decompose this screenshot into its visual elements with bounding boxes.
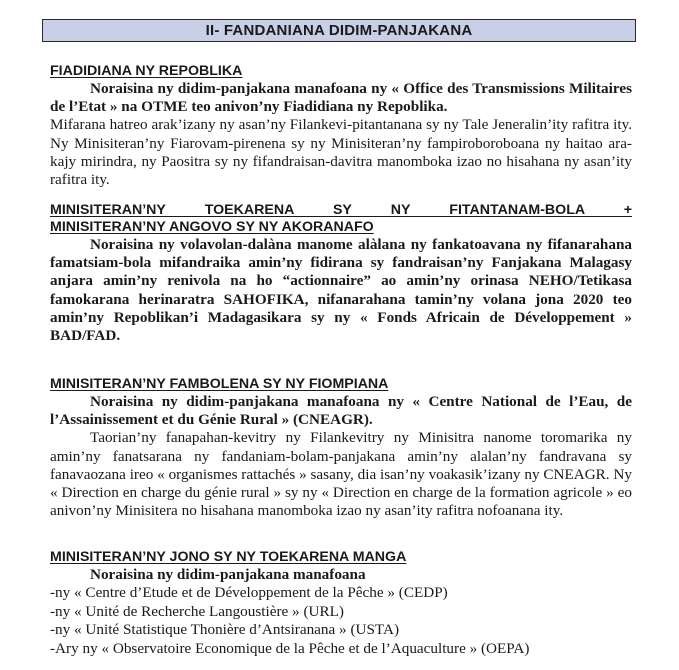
section-heading-agriculture: MINISITERAN’NY FAMBOLENA SY NY FIOMPIANA — [50, 376, 389, 392]
section-heading-economy: MINISITERAN’NY TOEKARENA SY NY FITANTANAM-BOLA + — [50, 202, 632, 218]
section-lead-economy-energy: Noraisina ny volavolan-dalàna manome alàlana ny fankatoavana ny fifanarahana famatsiam-bola mifandraika amin’ny fidirana sy fandraisan’ny Fanjakana Malagasy anjara amin’ny renivola na ho “actionnaire” ao amin’ny orinasa NEHO/Tetikasa famokarana herinaratra SAHOFIKA, nifanarahana tamin’ny volana jona 2020 teo amin’ny Repoblikan’i Madagasikara sy ny « Fonds Africain de Développement » BAD/FAD. — [50, 236, 632, 345]
section-lead-agriculture: Noraisina ny didim-panjakana manafoana ny « Centre National de l’Eau, de l’Assainissement et du Génie Rural » (CNEAGR). — [50, 393, 632, 429]
list-item: -Ary ny « Observatoire Economique de la Pêche et de l’Aquaculture » (OEPA) — [50, 639, 530, 657]
section-heading-presidency: FIADIDIANA NY REPOBLIKA — [50, 63, 243, 79]
section-heading-energy: MINISITERAN’NY ANGOVO SY NY AKORANAFO — [50, 219, 374, 235]
section-lead-fisheries: Noraisina ny didim-panjakana manafoana — [90, 566, 366, 583]
section-economy-energy — [50, 202, 632, 345]
list-item: -ny « Centre d’Etude et de Développement de la Pêche » (CEDP) — [50, 584, 448, 602]
section-body-presidency: Mifarana hatreo arak’izany ny asan’ny Filankevi-pitantanana sy ny Tale Jeneralin’ity rafitra ity. Ny Minisiteran’ny Fiarovam-pirenena sy ny Minisiteran’ny fampiroboroboana ny haitao ara-kajy mirindra, ny Paositra sy ny fifandraisan-davitra manomboka izao no hisahana ny asan’ity rafitra ity. — [50, 116, 632, 189]
section-fisheries — [50, 549, 632, 659]
section-presidency — [50, 63, 632, 189]
list-item: -ny « Unité de Recherche Langoustière » (URL) — [50, 602, 344, 620]
page-title: II- FANDANIANA DIDIM-PANJAKANA — [42, 19, 636, 42]
list-item: -ny « Unité Statistique Thonière d’Antsiranana » (USTA) — [50, 621, 400, 639]
section-lead-presidency: Noraisina ny didim-panjakana manafoana ny « Office des Transmissions Militaires de l’Etat » na OTME teo anivon’ny Fiadidiana ny Repoblika. — [50, 80, 632, 116]
section-body-agriculture: Taorian’ny fanapahan-kevitry ny Filankevitry ny Minisitra nanome toromarika ny amin’ny fanatsarana ny fandaniam-bolam-panjakana amin’ny alalan’ny fandravana sy fanavaozana ireo « organismes rattachés » sasany, dia isan’ny voakasik’izany ny CNEAGR. Ny « Direction en charge du génie rural » sy ny « Direction en charge de la formation agricole » eo anivon’ny Minisitera no hisahana manomboka izao ny asan’ity rafitra nofoanana ity. — [50, 429, 632, 520]
section-agriculture — [50, 376, 632, 520]
section-heading-fisheries: MINISITERAN’NY JONO SY NY TOEKARENA MANGA — [50, 549, 407, 565]
